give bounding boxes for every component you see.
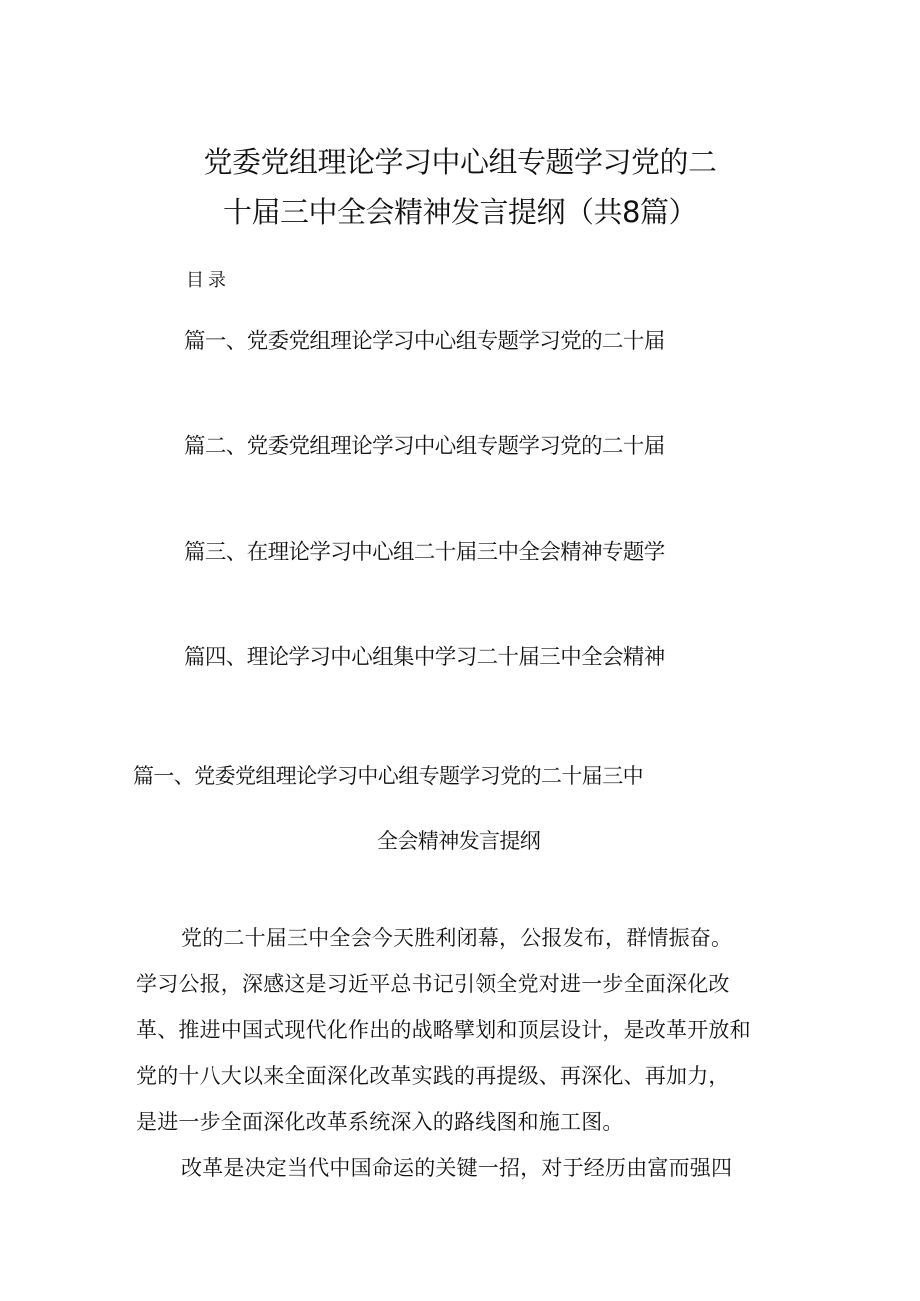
- paragraph-line: 党的二十届三中全会今天胜利闭幕，公报发布，群情振奋。: [181, 926, 733, 950]
- paragraph-line: 革、推进中国式现代化作出的战略擘划和顶层设计，是改革开放和: [136, 1018, 751, 1042]
- document-title-line-2: 十届三中全会精神发言提纲（共8篇）: [223, 195, 697, 229]
- toc-heading: 目录: [186, 270, 230, 291]
- section-title-line-2: 全会精神发言提纲: [377, 829, 541, 853]
- paragraph-line: 改革是决定当代中国命运的关键一招，对于经历由富而强四: [181, 1156, 733, 1180]
- toc-item-2: 篇二、党委党组理论学习中心组专题学习党的二十届: [184, 434, 665, 459]
- paragraph-line: 学习公报，深感这是习近平总书记引领全党对进一步全面深化改: [136, 972, 730, 996]
- toc-item-3: 篇三、在理论学习中心组二十届三中全会精神专题学: [184, 540, 665, 565]
- paragraph-line: 党的十八大以来全面深化改革实践的再提级、再深化、再加力，: [136, 1064, 730, 1088]
- document-title-line-1: 党委党组理论学习中心组专题学习党的二: [203, 145, 717, 179]
- section-title-line-1: 篇一、党委党组理论学习中心组专题学习党的二十届三中: [133, 764, 643, 788]
- toc-item-4: 篇四、理论学习中心组集中学习二十届三中全会精神: [184, 645, 665, 670]
- paragraph-line: 是进一步全面深化改革系统深入的路线图和施工图。: [136, 1110, 624, 1134]
- toc-item-1: 篇一、党委党组理论学习中心组专题学习党的二十届: [184, 329, 665, 354]
